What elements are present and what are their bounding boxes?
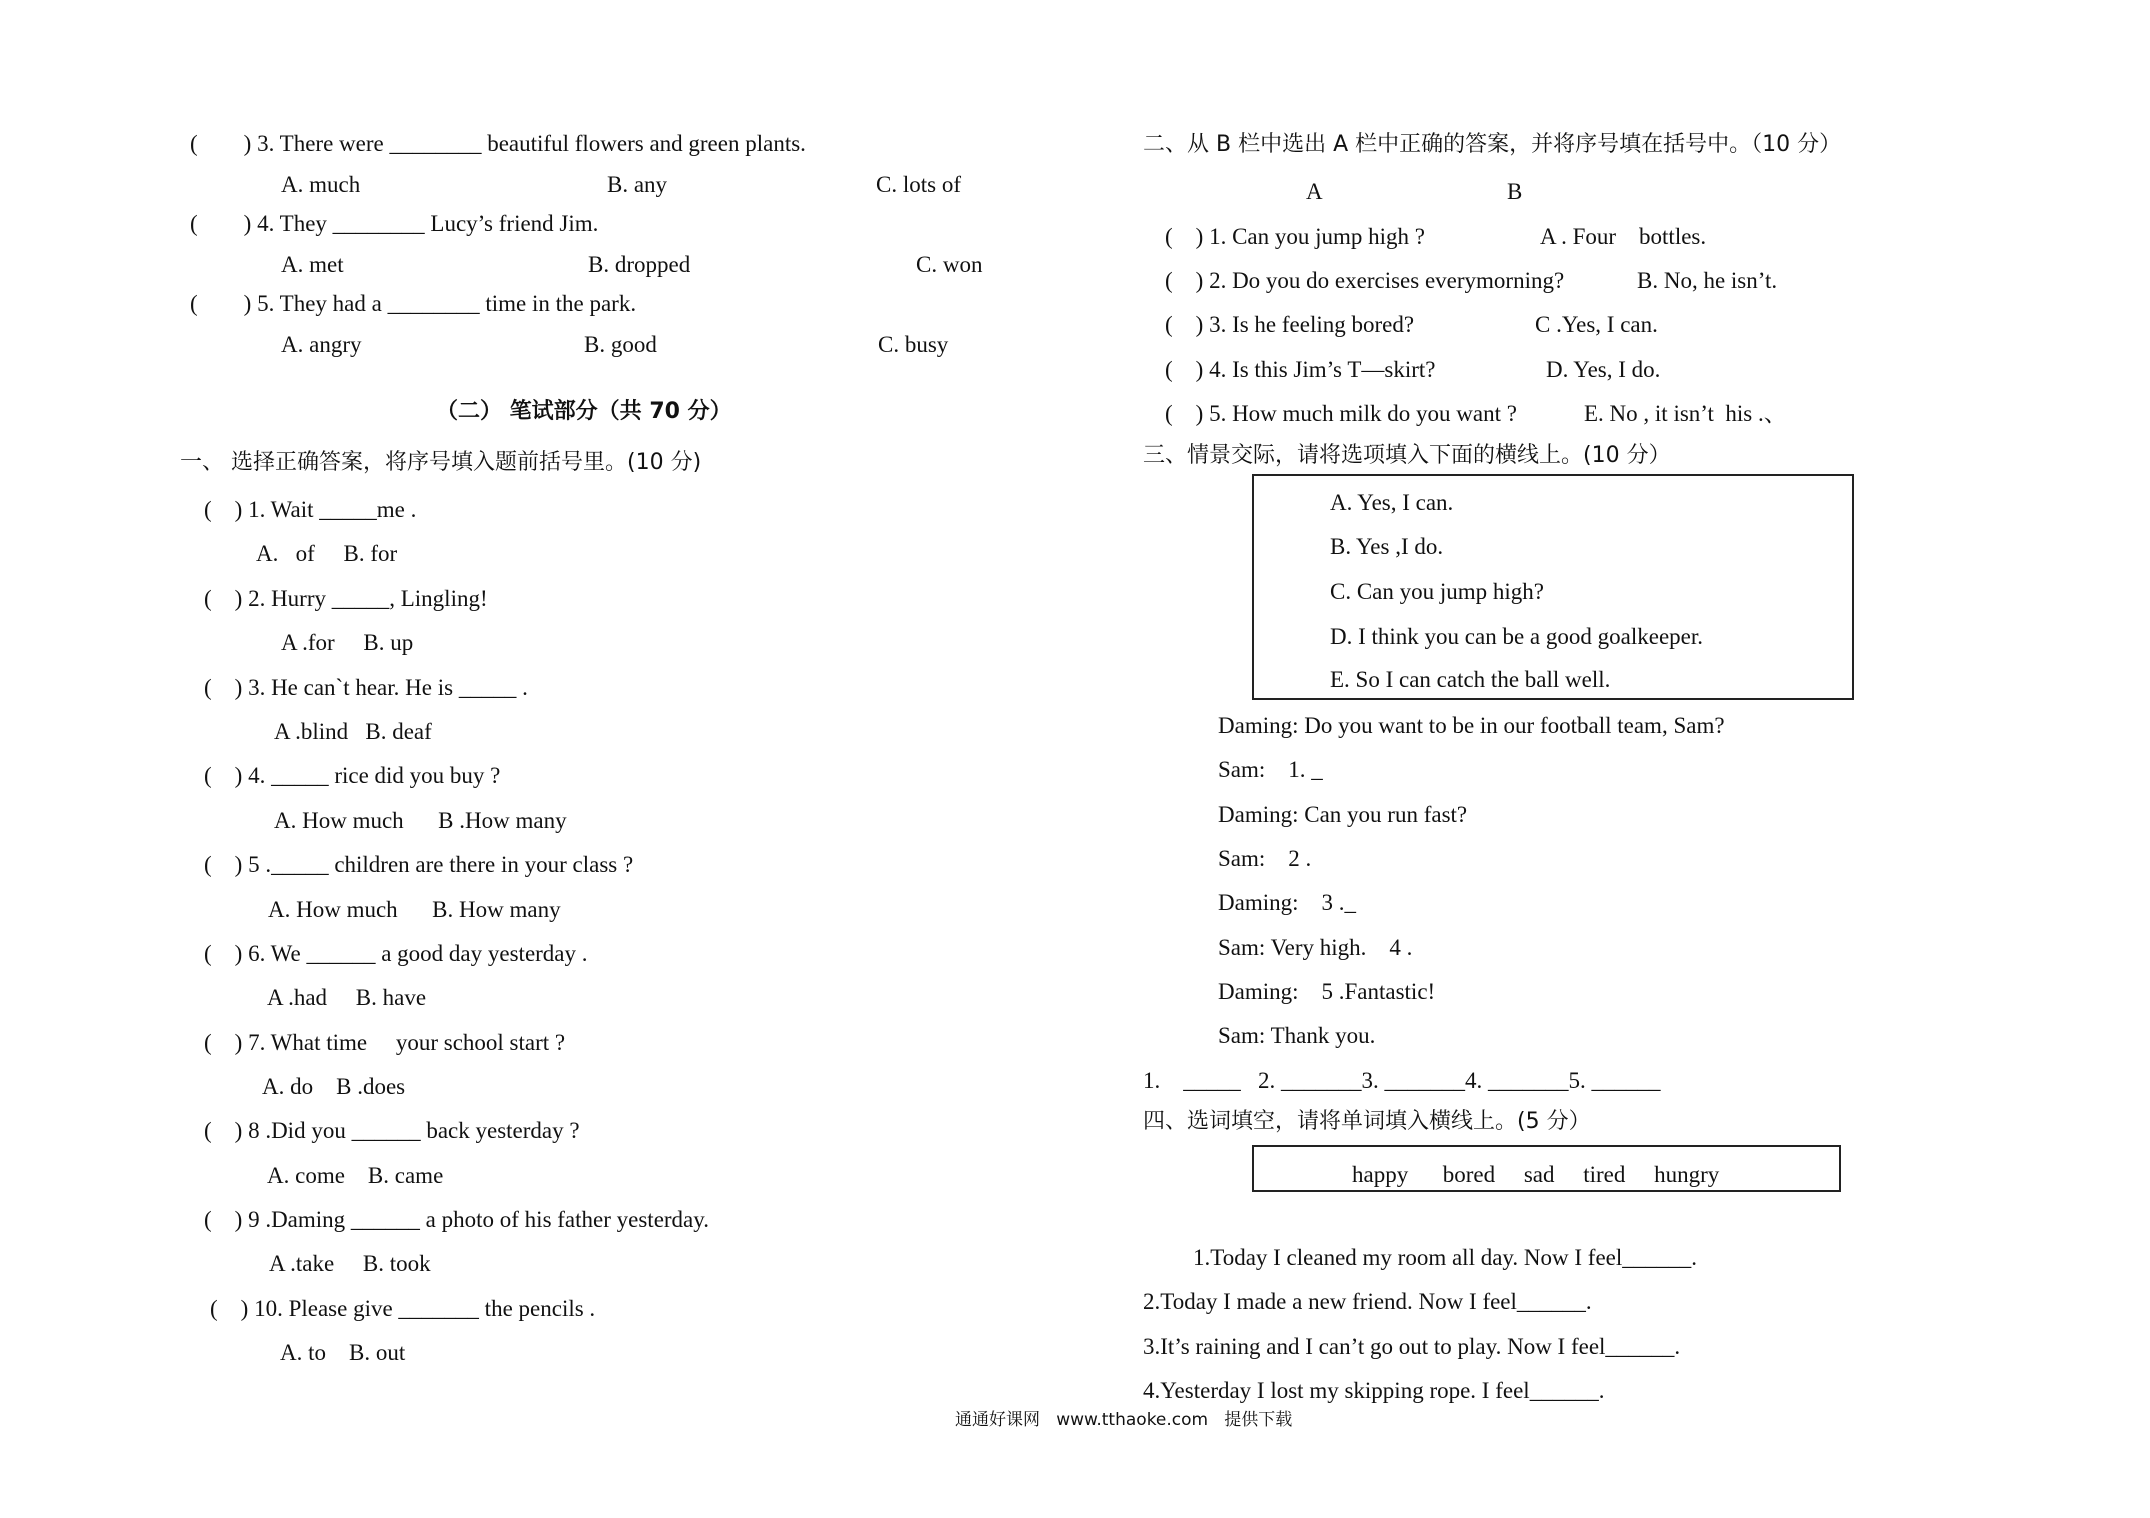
s1-q3: ( ) 3. He can`t hear. He is _____ . (204, 675, 528, 700)
prev-q5-b: B. good (584, 332, 657, 357)
s4-q3: 3.It’s raining and I can’t go out to play. Now I feel______. (1143, 1334, 1681, 1359)
prev-q3: ( ) 3. There were ________ beautiful flowers and green plants. (190, 131, 806, 156)
word-bank: happy bored sad tired hungry (1352, 1162, 1720, 1187)
s1-q4: ( ) 4. _____ rice did you buy ? (204, 763, 501, 788)
s2-heading: 二、从 B 栏中选出 A 栏中正确的答案，并将序号填在括号中。（10 分） (1143, 132, 1842, 157)
s3-option-a: A. Yes, I can. (1330, 490, 1454, 515)
prev-q3-a: A. much (281, 172, 361, 197)
dialog-line-5: Daming: 3 ._ (1218, 890, 1356, 915)
s3-option-c: C. Can you jump high? (1330, 579, 1545, 604)
s4-heading: 四、选词填空，请将单词填入横线上。(5 分） (1143, 1109, 1591, 1134)
s1-q10: ( ) 10. Please give _______ the pencils . (210, 1296, 596, 1321)
dialog-line-3: Daming: Can you run fast? (1218, 802, 1468, 827)
s1-q6-options: A .had B. have (267, 985, 427, 1010)
dialog-line-7: Daming: 5 .Fantastic! (1218, 979, 1436, 1004)
s1-q9-options: A .take B. took (269, 1251, 431, 1276)
s1-q6: ( ) 6. We ______ a good day yesterday . (204, 941, 588, 966)
s3-option-b: B. Yes ,I do. (1330, 534, 1444, 559)
s3-answer-line: 1. _____ 2. _______3. _______4. _______5. ______ (1143, 1068, 1661, 1093)
prev-q5: ( ) 5. They had a ________ time in the park. (190, 291, 637, 316)
s2-q2: ( ) 2. Do you do exercises everymorning? (1165, 268, 1565, 293)
dialog-line-2: Sam: 1. _ (1218, 757, 1323, 782)
s1-q8: ( ) 8 .Did you ______ back yesterday ? (204, 1118, 580, 1143)
s1-q3-options: A .blind B. deaf (274, 719, 432, 744)
s3-option-e: E. So I can catch the ball well. (1330, 667, 1611, 692)
prev-q5-c: C. busy (878, 332, 949, 357)
s1-heading: 一、 选择正确答案，将序号填入题前括号里。(10 分) (180, 450, 702, 475)
s1-q8-options: A. come B. came (267, 1163, 444, 1188)
s1-q7-options: A. do B .does (262, 1074, 406, 1099)
col-b-label: B (1507, 179, 1523, 204)
s1-q1: ( ) 1. Wait _____me . (204, 497, 417, 522)
dialog-line-1: Daming: Do you want to be in our football team, Sam? (1218, 713, 1725, 738)
s3-option-d: D. I think you can be a good goalkeeper. (1330, 624, 1703, 649)
s3-heading: 三、情景交际，请将选项填入下面的横线上。(10 分） (1143, 443, 1671, 468)
col-a-label: A (1306, 179, 1323, 204)
s1-q1-options: A. of B. for (256, 541, 398, 566)
s4-q2: 2.Today I made a new friend. Now I feel______. (1143, 1289, 1592, 1314)
s1-q10-options: A. to B. out (280, 1340, 406, 1365)
s2-b3: C .Yes, I can. (1535, 312, 1658, 337)
dialog-line-8: Sam: Thank you. (1218, 1023, 1376, 1048)
s1-q5: ( ) 5 ._____ children are there in your class ? (204, 852, 634, 877)
s2-b1: A . Four bottles. (1540, 224, 1707, 249)
s1-q9: ( ) 9 .Daming ______ a photo of his father yesterday. (204, 1207, 710, 1232)
dialog-line-4: Sam: 2 . (1218, 846, 1312, 871)
s1-q2: ( ) 2. Hurry _____, Lingling! (204, 586, 488, 611)
s1-q7: ( ) 7. What time your school start ? (204, 1030, 566, 1055)
footer-watermark: 通通好课网 www.tthaoke.com 提供下载 (955, 1410, 1293, 1430)
s2-q3: ( ) 3. Is he feeling bored? (1165, 312, 1415, 337)
s1-q5-options: A. How much B. How many (268, 897, 561, 922)
prev-q3-c: C. lots of (876, 172, 961, 197)
s2-q4: ( ) 4. Is this Jim’s T—skirt? (1165, 357, 1436, 382)
s4-q1: 1.Today I cleaned my room all day. Now I feel______. (1193, 1245, 1698, 1270)
dialog-line-6: Sam: Very high. 4 . (1218, 935, 1413, 960)
section-title: （二） 笔试部分（共 70 分） (436, 399, 732, 424)
prev-q5-a: A. angry (281, 332, 362, 357)
s2-b4: D. Yes, I do. (1546, 357, 1661, 382)
s1-q4-options: A. How much B .How many (274, 808, 567, 833)
prev-q3-b: B. any (607, 172, 668, 197)
s4-q4: 4.Yesterday I lost my skipping rope. I feel______. (1143, 1378, 1605, 1403)
prev-q4-a: A. met (281, 252, 344, 277)
prev-q4-c: C. won (916, 252, 983, 277)
s2-q1: ( ) 1. Can you jump high ? (1165, 224, 1425, 249)
s2-q5: ( ) 5. How much milk do you want ? (1165, 401, 1517, 426)
s2-b2: B. No, he isn’t. (1637, 268, 1778, 293)
s1-q2-options: A .for B. up (281, 630, 414, 655)
prev-q4: ( ) 4. They ________ Lucy’s friend Jim. (190, 211, 599, 236)
s2-b5: E. No , it isn’t his .、 (1584, 401, 1787, 426)
prev-q4-b: B. dropped (588, 252, 691, 277)
